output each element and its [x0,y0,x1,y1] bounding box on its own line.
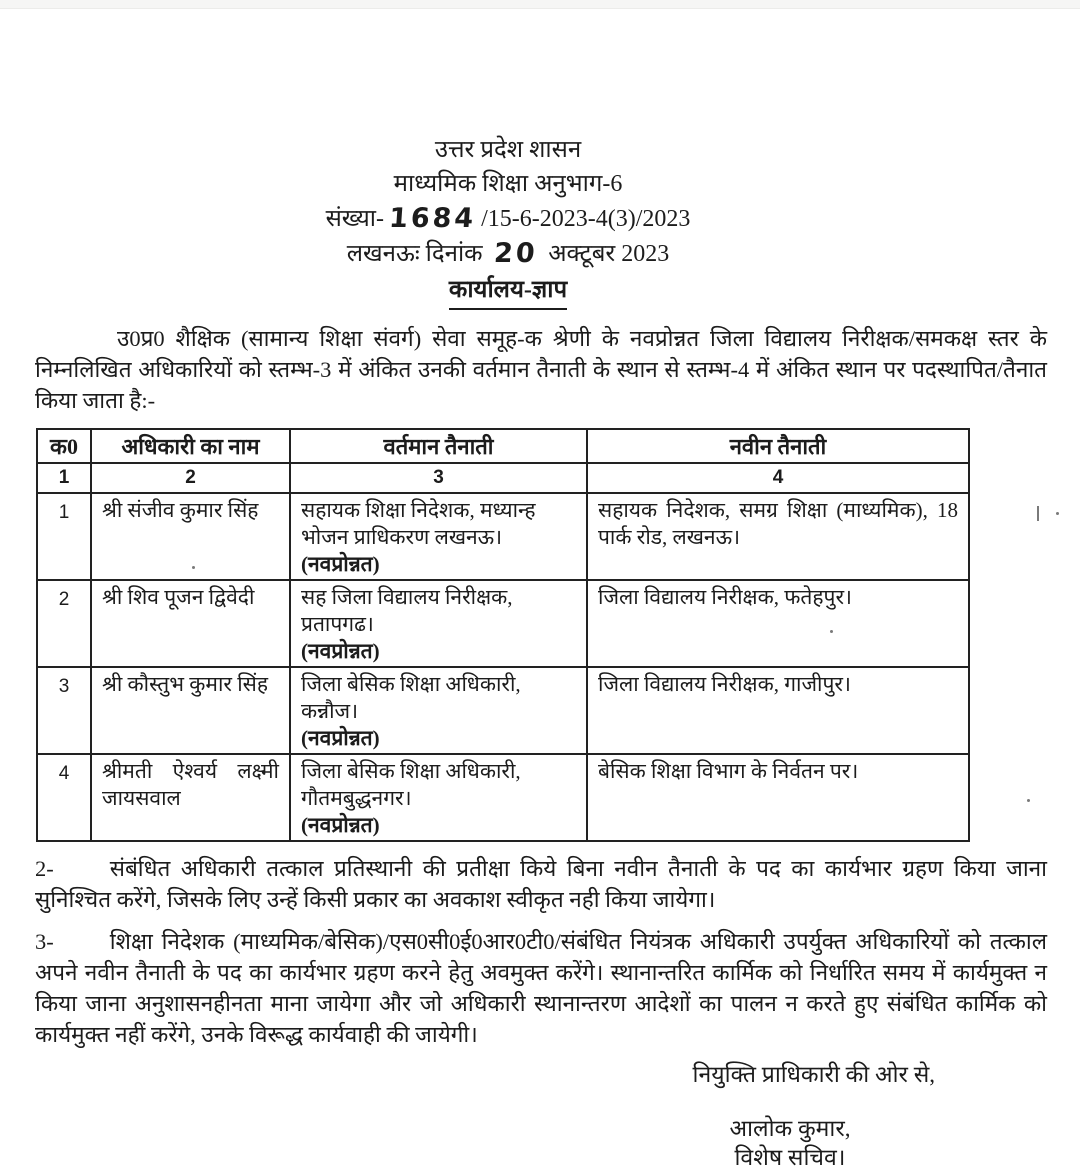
officer-name-cell: श्री संजीव कुमार सिंह [91,493,290,580]
table-row [37,580,969,667]
signatory-name: आलोक कुमार, [729,1116,851,1141]
scan-speck [192,566,195,569]
current-posting-line: प्रतापगढ। [301,612,374,636]
scan-speck [1027,799,1030,802]
officer-name-cell: श्री कौस्तुभ कुमार सिंह [91,667,290,754]
paragraph-3 [35,926,1047,1050]
current-posting-line: सहायक शिक्षा निदेशक, मध्यान्ह [301,498,536,522]
place-date-prefix: लखनऊः दिनांक [346,241,483,267]
col-header-serial: क0 [37,429,91,463]
serial-cell: 2 [37,580,91,667]
scan-speck [1056,512,1059,515]
document-header [0,133,1080,310]
signature-block [688,1114,892,1172]
letter-number-prefix: संख्या- [325,206,384,232]
paragraph-3-text: शिक्षा निदेशक (माध्यमिक/बेसिक)/एस0सी0ई0आर0टी0/संबंधित नियंत्रक अधिकारी उपर्युक्त अधिकारियों को तत्काल अपने नवीन तैनाती के पद का कार्यभार ग्रहण करने हेतु अवमुक्त करेंगे। स्थानान्तरित कार्मिक को निर्धारित समय में कार्यमुक्त न किया जाना अनुशासनहीनता माना जायेगा और जो अधिकारी स्थानान्तरण आदेशों का पालन न करते हुए संबंधित कार्मिक को कार्यमुक्त नहीं करेंगे, उनके विरूद्ध कार्यवाही की जायेगी। [35,929,1047,1047]
serial-cell: 1 [37,493,91,580]
paragraph-2-text: संबंधित अधिकारी तत्काल प्रतिस्थानी की प्रतीक्षा किये बिना नवीन तैनाती के पद का कार्यभार ग्रहण किया जाना सुनिश्चित करेंगे, जिसके लिए उन्हें किसी प्रकार का अवकाश स्वीकृत नही किया जायेगा। [35,856,1047,912]
serial-cell: 3 [37,667,91,754]
officer-name-cell: श्रीमती ऐश्वर्य लक्ष्मी जायसवाल [91,754,290,841]
document-title: कार्यालय-ज्ञाप [449,273,567,310]
opening-paragraph: उ0प्र0 शैक्षिक (सामान्य शिक्षा संवर्ग) सेवा समूह-क श्रेणी के नवप्रोन्नत जिला विद्यालय निरीक्षक/समकक्ष स्तर के निम्नलिखित अधिकारियों को स्तम्भ-3 में अंकित उनकी वर्तमान तैनाती के स्थान से स्तम्भ-4 में अंकित स्थान पर पदस्थापित/तैनात किया जाता है:- [35,326,1047,413]
place-date-line [0,236,1016,271]
new-posting-cell: जिला विद्यालय निरीक्षक, गाजीपुर। [587,667,969,754]
date-handwritten: 20 [492,238,539,269]
scan-speck [1037,506,1039,521]
current-posting-cell [290,754,587,841]
col-header-current-posting: वर्तमान तैनाती [290,429,587,463]
government-name: उत्तर प्रदेश शासन [434,137,582,163]
paragraph-2 [35,853,1047,915]
letter-number-suffix: /15-6-2023-4(3)/2023 [481,206,691,232]
current-posting-line: जिला बेसिक शिक्षा अधिकारी, [301,672,521,696]
signature-on-behalf: नियुक्ति प्राधिकारी की ओर से, [692,1062,935,1087]
letter-number-line [0,201,1016,236]
scan-speck [830,630,833,633]
table-header-row [37,429,969,463]
table-column-number-row [37,463,969,493]
paragraph-2-number: 2- [35,856,54,881]
document-title-line [0,273,1016,310]
new-posting-cell: जिला विद्यालय निरीक्षक, फतेहपुर। [587,580,969,667]
signatory-designation: विशेष सचिव। [734,1145,846,1170]
current-posting-cell [290,667,587,754]
officer-name-cell: श्री शिव पूजन द्विवेदी [91,580,290,667]
col-header-new-posting: नवीन तैनाती [587,429,969,463]
date-suffix: अक्टूबर 2023 [548,241,670,267]
scan-edge-artifact [0,0,1080,9]
serial-cell: 4 [37,754,91,841]
new-posting-cell: बेसिक शिक्षा विभाग के निर्वतन पर। [587,754,969,841]
paragraph-3-number: 3- [35,929,54,954]
col-number-4: 4 [587,463,969,493]
table-row [37,754,969,841]
current-posting-line: जिला बेसिक शिक्षा अधिकारी, [301,759,521,783]
current-posting-cell [290,580,587,667]
col-number-1: 1 [37,463,91,493]
promotion-note: (नवप्रोन्नत) [301,552,380,576]
promotion-note: (नवप्रोन्नत) [301,639,380,663]
department-section-name: माध्यमिक शिक्षा अनुभाग-6 [393,171,623,197]
promotion-note: (नवप्रोन्नत) [301,813,380,837]
current-posting-line: गौतमबुद्धनगर। [301,786,412,810]
current-posting-cell [290,493,587,580]
table-row [37,667,969,754]
new-posting-cell: सहायक निदेशक, समग्र शिक्षा (माध्यमिक), 18 पार्क रोड, लखनऊ। [587,493,969,580]
current-posting-line: भोजन प्राधिकरण लखनऊ। [301,525,503,549]
table-row [37,493,969,580]
current-posting-line: सह जिला विद्यालय निरीक्षक, [301,585,513,609]
col-header-officer-name: अधिकारी का नाम [91,429,290,463]
col-number-3: 3 [290,463,587,493]
transfer-table [36,428,970,842]
col-number-2: 2 [91,463,290,493]
promotion-note: (नवप्रोन्नत) [301,726,380,750]
current-posting-line: कन्नौज। [301,699,359,723]
letter-number-handwritten: 1684 [387,203,478,234]
